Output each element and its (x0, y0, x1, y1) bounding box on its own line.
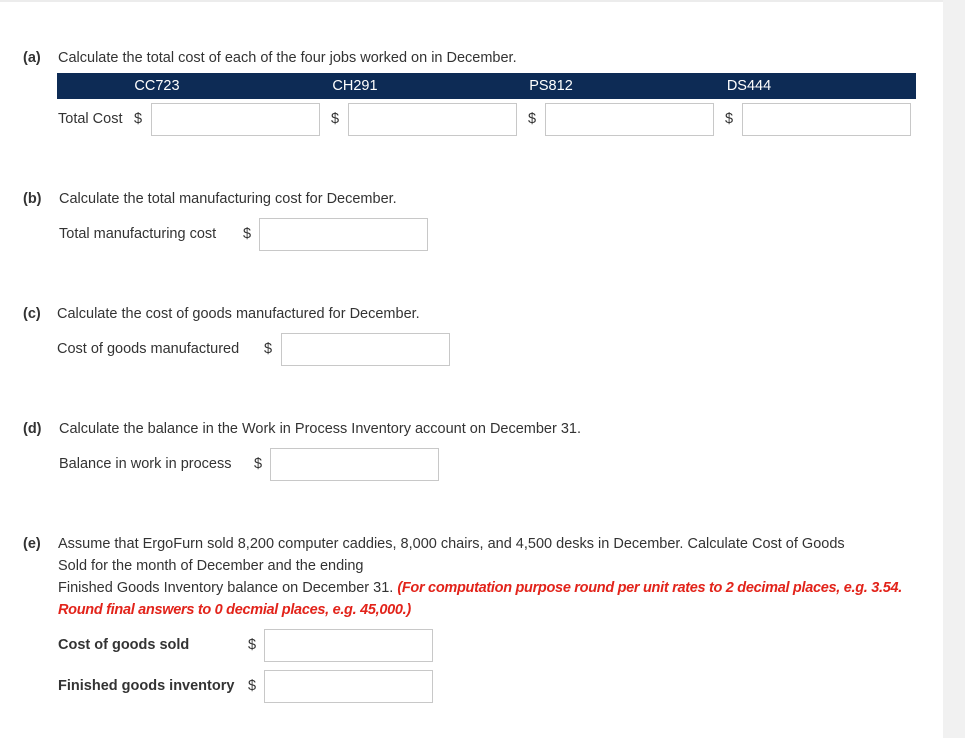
currency-symbol: $ (264, 341, 273, 357)
column-header-ch291: CH291 (332, 78, 378, 94)
part-a-question: Calculate the total cost of each of the four jobs worked on in December. (58, 50, 517, 66)
finished-goods-inventory-input[interactable] (264, 670, 433, 703)
total-cost-ps812-input[interactable] (545, 103, 714, 136)
part-e-label: (e) (23, 536, 41, 552)
currency-symbol: $ (134, 111, 143, 127)
rounding-instruction-line1: (For computation purpose round per unit rates to 2 decimal places, e.g. 3.54. (397, 580, 902, 596)
currency-symbol: $ (248, 678, 257, 694)
part-e-question-line2: Sold for the month of December and the ending (58, 558, 364, 574)
part-e-question-line1: Assume that ErgoFurn sold 8,200 computer caddies, 8,000 chairs, and 4,500 desks in December. Calculate Cost of Goods (58, 536, 845, 552)
currency-symbol: $ (243, 226, 252, 242)
total-manufacturing-cost-label: Total manufacturing cost (59, 226, 217, 242)
part-d-question: Calculate the balance in the Work in Process Inventory account on December 31. (59, 421, 582, 437)
top-divider (0, 0, 943, 2)
part-e-question-text: Finished Goods Inventory balance on December 31. (58, 580, 394, 596)
part-b-question: Calculate the total manufacturing cost for December. (59, 191, 397, 207)
total-cost-ds444-input[interactable] (742, 103, 911, 136)
currency-symbol: $ (528, 111, 537, 127)
part-c-label: (c) (23, 306, 41, 322)
part-a-label: (a) (23, 50, 41, 66)
cost-of-goods-manufactured-label: Cost of goods manufactured (57, 341, 240, 357)
column-header-ps812: PS812 (529, 78, 573, 94)
finished-goods-inventory-label: Finished goods inventory (58, 678, 235, 694)
column-header-cc723: CC723 (134, 78, 180, 94)
currency-symbol: $ (248, 637, 257, 653)
cost-of-goods-sold-label: Cost of goods sold (58, 637, 190, 653)
part-b-label: (b) (23, 191, 42, 207)
balance-in-work-in-process-label: Balance in work in process (59, 456, 232, 472)
rounding-instruction-line2: Round final answers to 0 decmial places, e.g. 45,000.) (58, 602, 411, 618)
cost-of-goods-manufactured-input[interactable] (281, 333, 450, 366)
currency-symbol: $ (331, 111, 340, 127)
part-d-label: (d) (23, 421, 42, 437)
total-cost-cc723-input[interactable] (151, 103, 320, 136)
jobs-header-bar (57, 73, 916, 99)
balance-in-work-in-process-input[interactable] (270, 448, 439, 481)
currency-symbol: $ (725, 111, 734, 127)
total-cost-ch291-input[interactable] (348, 103, 517, 136)
part-e-question-line3 (58, 580, 902, 596)
total-cost-label: Total Cost (58, 111, 123, 127)
cost-of-goods-sold-input[interactable] (264, 629, 433, 662)
total-manufacturing-cost-input[interactable] (259, 218, 428, 251)
part-c-question: Calculate the cost of goods manufactured for December. (57, 306, 420, 322)
column-header-ds444: DS444 (726, 78, 772, 94)
right-scroll-gutter (943, 0, 965, 738)
currency-symbol: $ (254, 456, 263, 472)
